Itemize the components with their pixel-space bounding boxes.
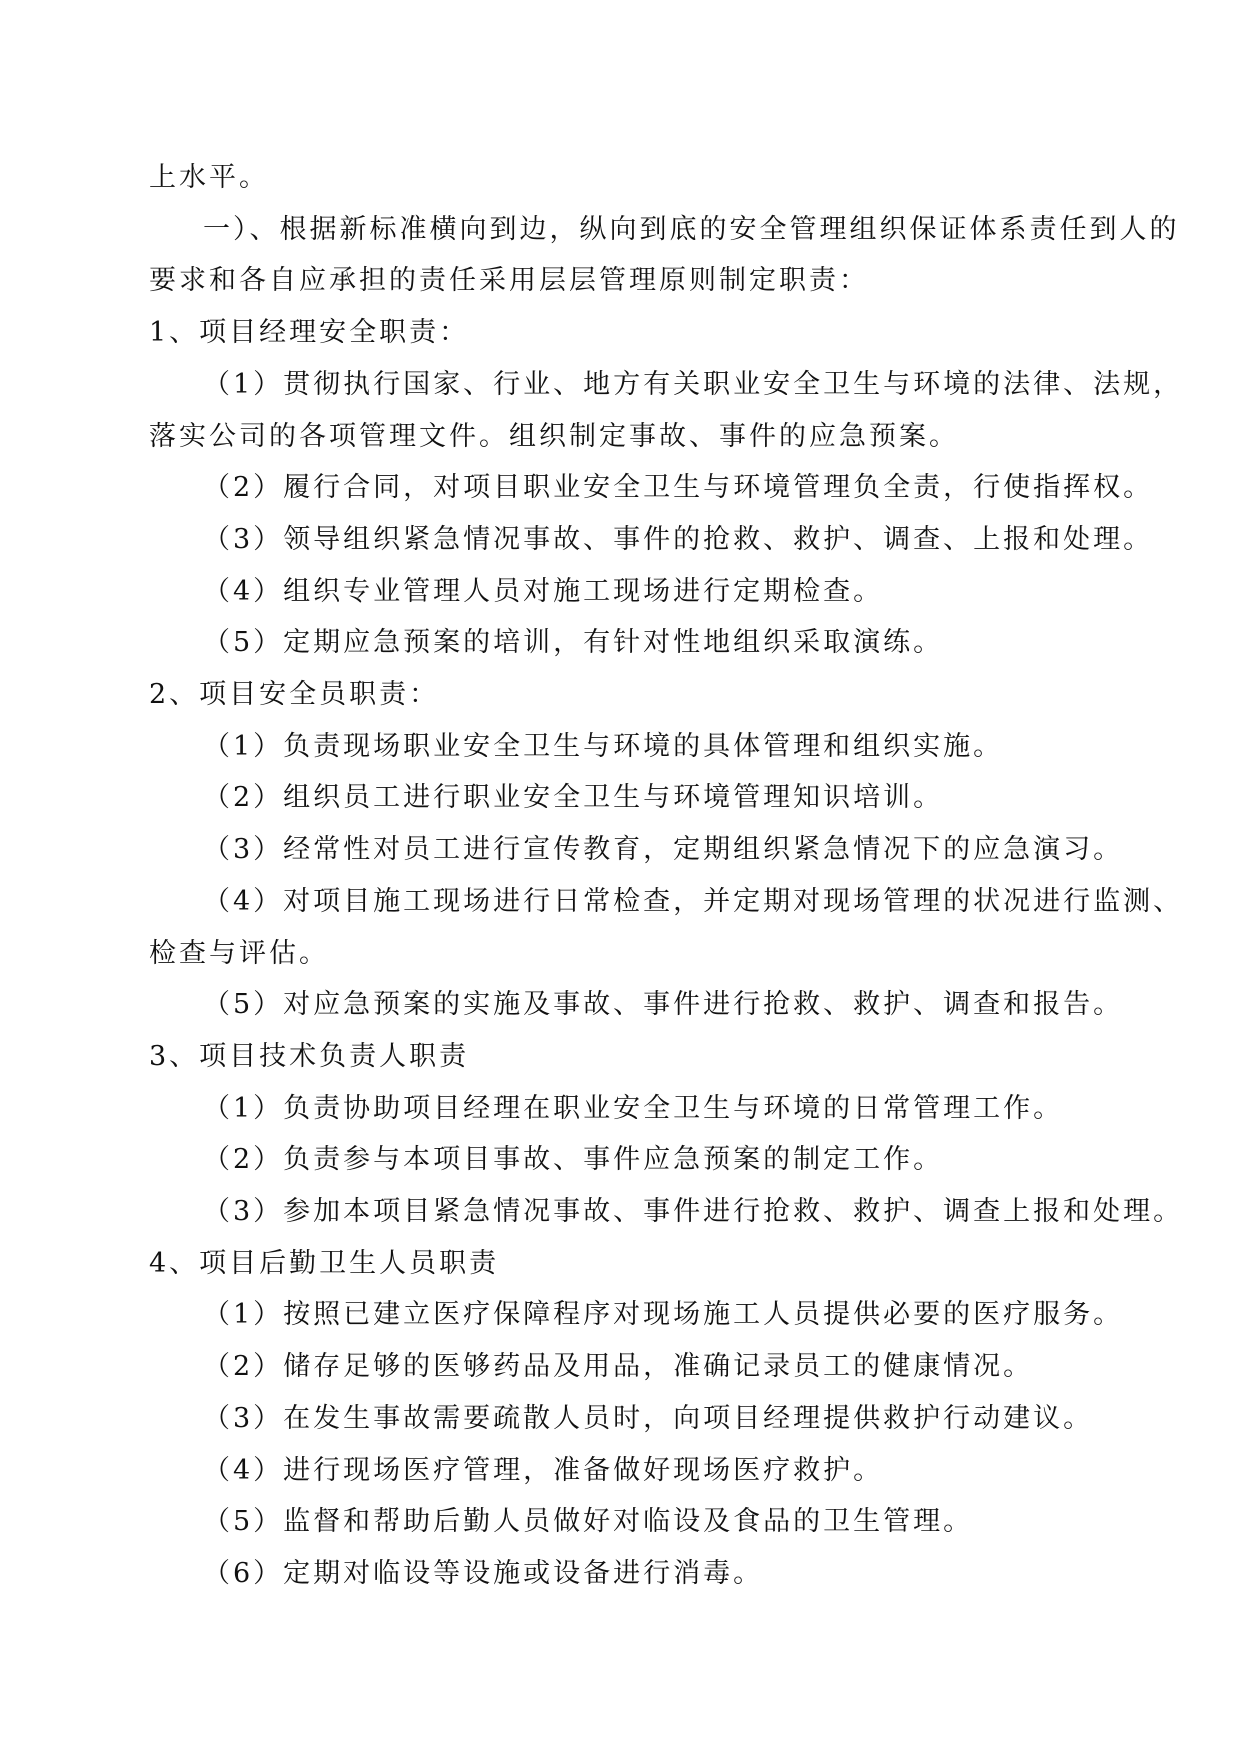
list-item: （6）定期对临设等设施或设备进行消毒。 (203, 1557, 764, 1589)
list-item: （1）按照已建立医疗保障程序对现场施工人员提供必要的医疗服务。 (203, 1299, 1124, 1331)
section-heading-4: 4、项目后勤卫生人员职责 (149, 1247, 500, 1279)
section-heading-2: 2、项目安全员职责： (149, 679, 440, 711)
list-item: （4）对项目施工现场进行日常检查，并定期对现场管理的状况进行监测、 (203, 885, 1184, 917)
list-item: （2）负责参与本项目事故、事件应急预案的制定工作。 (203, 1144, 944, 1176)
list-item: （3）参加本项目紧急情况事故、事件进行抢救、救护、调查上报和处理。 (203, 1196, 1184, 1228)
list-item: （1）贯彻执行国家、行业、地方有关职业安全卫生与环境的法律、法规， (203, 368, 1184, 400)
list-item: （5）监督和帮助后勤人员做好对临设及食品的卫生管理。 (203, 1506, 974, 1538)
list-item: （5）对应急预案的实施及事故、事件进行抢救、救护、调查和报告。 (203, 989, 1124, 1021)
list-item: （3）经常性对员工进行宣传教育，定期组织紧急情况下的应急演习。 (203, 834, 1124, 866)
list-item: （4）进行现场医疗管理，准备做好现场医疗救护。 (203, 1454, 884, 1486)
list-item: （4）组织专业管理人员对施工现场进行定期检查。 (203, 575, 884, 607)
text-line: 要求和各自应承担的责任采用层层管理原则制定职责： (149, 265, 869, 297)
list-item: （2）组织员工进行职业安全卫生与环境管理知识培训。 (203, 782, 944, 814)
text-line: 上水平。 (149, 162, 269, 193)
list-item: （1）负责协助项目经理在职业安全卫生与环境的日常管理工作。 (203, 1092, 1064, 1124)
section-heading-3: 3、项目技术负责人职责 (149, 1040, 470, 1072)
text-line: 落实公司的各项管理文件。组织制定事故、事件的应急预案。 (149, 420, 959, 452)
list-item: （3）在发生事故需要疏散人员时，向项目经理提供救护行动建议。 (203, 1402, 1094, 1434)
list-item: （3）领导组织紧急情况事故、事件的抢救、救护、调查、上报和处理。 (203, 523, 1154, 555)
list-item: （2）履行合同，对项目职业安全卫生与环境管理负全责，行使指挥权。 (203, 472, 1154, 504)
list-item: （1）负责现场职业安全卫生与环境的具体管理和组织实施。 (203, 730, 1004, 762)
list-item: （2）储存足够的医够药品及用品，准确记录员工的健康情况。 (203, 1351, 1034, 1383)
section-heading-1: 1、项目经理安全职责： (149, 317, 470, 349)
paragraph-intro: 一）、根据新标准横向到边，纵向到底的安全管理组织保证体系责任到人的 (203, 213, 1180, 245)
list-item: （5）定期应急预案的培训，有针对性地组织采取演练。 (203, 627, 944, 659)
document-body (149, 152, 1184, 1600)
text-line: 检查与评估。 (149, 937, 329, 969)
